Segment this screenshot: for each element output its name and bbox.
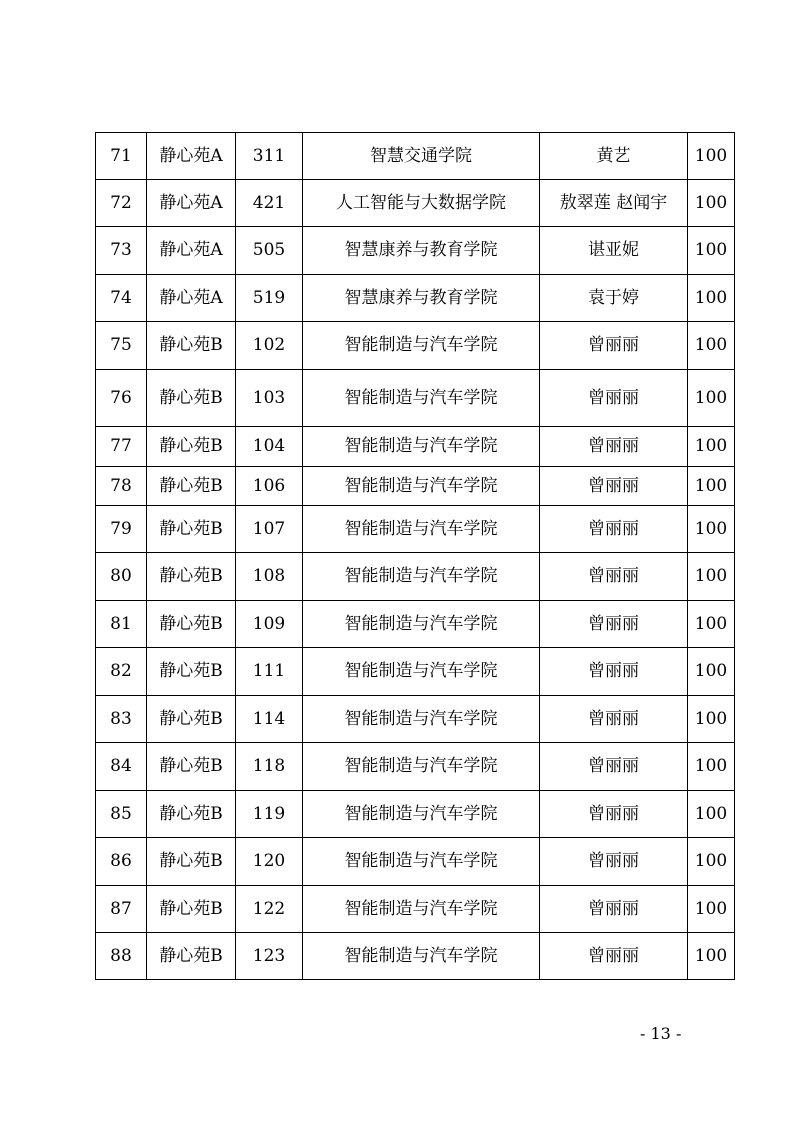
table-row xyxy=(96,227,735,275)
cell-building: 静心苑B xyxy=(147,791,236,838)
cell-person: 曾丽丽 xyxy=(540,838,688,886)
cell-number: 77 xyxy=(96,427,147,467)
cell-number: 73 xyxy=(96,227,147,275)
cell-score: 100 xyxy=(688,791,735,838)
cell-building: 静心苑B xyxy=(147,467,236,506)
cell-building: 静心苑B xyxy=(147,506,236,553)
dormitory-score-table xyxy=(95,132,735,980)
cell-college: 智能制造与汽车学院 xyxy=(303,601,540,648)
cell-person: 曾丽丽 xyxy=(540,743,688,791)
cell-room: 106 xyxy=(236,467,303,506)
cell-number: 84 xyxy=(96,743,147,791)
cell-number: 85 xyxy=(96,791,147,838)
cell-score: 100 xyxy=(688,370,735,427)
cell-room: 107 xyxy=(236,506,303,553)
cell-person: 曾丽丽 xyxy=(540,370,688,427)
cell-college: 智能制造与汽车学院 xyxy=(303,743,540,791)
page-number: - 13 - xyxy=(640,1024,682,1043)
cell-score: 100 xyxy=(688,467,735,506)
table-row xyxy=(96,180,735,227)
cell-college: 人工智能与大数据学院 xyxy=(303,180,540,227)
cell-room: 122 xyxy=(236,886,303,933)
cell-number: 86 xyxy=(96,838,147,886)
table-row xyxy=(96,696,735,743)
cell-number: 76 xyxy=(96,370,147,427)
table-row xyxy=(96,601,735,648)
cell-college: 智能制造与汽车学院 xyxy=(303,696,540,743)
cell-number: 71 xyxy=(96,133,147,180)
cell-building: 静心苑B xyxy=(147,696,236,743)
table-row xyxy=(96,427,735,467)
cell-building: 静心苑B xyxy=(147,838,236,886)
table-row xyxy=(96,886,735,933)
cell-person: 曾丽丽 xyxy=(540,933,688,980)
cell-room: 421 xyxy=(236,180,303,227)
cell-college: 智能制造与汽车学院 xyxy=(303,886,540,933)
cell-building: 静心苑A xyxy=(147,133,236,180)
cell-number: 81 xyxy=(96,601,147,648)
cell-score: 100 xyxy=(688,696,735,743)
cell-building: 静心苑B xyxy=(147,933,236,980)
cell-person: 曾丽丽 xyxy=(540,322,688,370)
cell-college: 智慧交通学院 xyxy=(303,133,540,180)
cell-number: 79 xyxy=(96,506,147,553)
cell-room: 118 xyxy=(236,743,303,791)
cell-room: 108 xyxy=(236,553,303,601)
cell-college: 智能制造与汽车学院 xyxy=(303,427,540,467)
cell-person: 黄艺 xyxy=(540,133,688,180)
cell-college: 智能制造与汽车学院 xyxy=(303,506,540,553)
cell-number: 74 xyxy=(96,275,147,322)
cell-room: 119 xyxy=(236,791,303,838)
cell-score: 100 xyxy=(688,275,735,322)
cell-building: 静心苑B xyxy=(147,553,236,601)
cell-person: 曾丽丽 xyxy=(540,886,688,933)
table-row xyxy=(96,370,735,427)
cell-score: 100 xyxy=(688,427,735,467)
cell-room: 120 xyxy=(236,838,303,886)
table-row xyxy=(96,933,735,980)
cell-college: 智能制造与汽车学院 xyxy=(303,553,540,601)
cell-number: 82 xyxy=(96,648,147,696)
table-row xyxy=(96,133,735,180)
table-row xyxy=(96,467,735,506)
cell-number: 72 xyxy=(96,180,147,227)
cell-score: 100 xyxy=(688,886,735,933)
cell-building: 静心苑A xyxy=(147,180,236,227)
cell-person: 曾丽丽 xyxy=(540,506,688,553)
cell-number: 88 xyxy=(96,933,147,980)
cell-person: 曾丽丽 xyxy=(540,553,688,601)
cell-person: 谌亚妮 xyxy=(540,227,688,275)
cell-score: 100 xyxy=(688,838,735,886)
cell-building: 静心苑A xyxy=(147,275,236,322)
cell-number: 75 xyxy=(96,322,147,370)
cell-person: 曾丽丽 xyxy=(540,696,688,743)
cell-college: 智能制造与汽车学院 xyxy=(303,648,540,696)
table-body xyxy=(96,133,735,980)
cell-person: 曾丽丽 xyxy=(540,791,688,838)
cell-room: 103 xyxy=(236,370,303,427)
cell-college: 智能制造与汽车学院 xyxy=(303,467,540,506)
cell-building: 静心苑B xyxy=(147,648,236,696)
table-row xyxy=(96,553,735,601)
cell-college: 智能制造与汽车学院 xyxy=(303,370,540,427)
cell-room: 519 xyxy=(236,275,303,322)
table-row xyxy=(96,275,735,322)
cell-score: 100 xyxy=(688,322,735,370)
cell-person: 敖翠莲 赵闻宇 xyxy=(540,180,688,227)
cell-room: 123 xyxy=(236,933,303,980)
cell-person: 曾丽丽 xyxy=(540,601,688,648)
table-row xyxy=(96,506,735,553)
cell-college: 智能制造与汽车学院 xyxy=(303,791,540,838)
cell-score: 100 xyxy=(688,933,735,980)
cell-person: 曾丽丽 xyxy=(540,648,688,696)
cell-number: 78 xyxy=(96,467,147,506)
cell-score: 100 xyxy=(688,743,735,791)
cell-building: 静心苑B xyxy=(147,743,236,791)
cell-building: 静心苑B xyxy=(147,886,236,933)
table-row xyxy=(96,322,735,370)
cell-number: 80 xyxy=(96,553,147,601)
cell-score: 100 xyxy=(688,227,735,275)
cell-score: 100 xyxy=(688,133,735,180)
cell-person: 曾丽丽 xyxy=(540,467,688,506)
cell-number: 83 xyxy=(96,696,147,743)
cell-person: 曾丽丽 xyxy=(540,427,688,467)
cell-building: 静心苑B xyxy=(147,370,236,427)
table-row xyxy=(96,743,735,791)
cell-room: 102 xyxy=(236,322,303,370)
cell-college: 智能制造与汽车学院 xyxy=(303,838,540,886)
table-row xyxy=(96,838,735,886)
cell-building: 静心苑B xyxy=(147,601,236,648)
cell-college: 智能制造与汽车学院 xyxy=(303,322,540,370)
cell-room: 111 xyxy=(236,648,303,696)
cell-room: 114 xyxy=(236,696,303,743)
cell-score: 100 xyxy=(688,601,735,648)
cell-score: 100 xyxy=(688,180,735,227)
cell-room: 104 xyxy=(236,427,303,467)
cell-room: 109 xyxy=(236,601,303,648)
cell-number: 87 xyxy=(96,886,147,933)
cell-building: 静心苑B xyxy=(147,322,236,370)
cell-building: 静心苑B xyxy=(147,427,236,467)
cell-score: 100 xyxy=(688,506,735,553)
cell-score: 100 xyxy=(688,553,735,601)
table-row xyxy=(96,791,735,838)
cell-college: 智慧康养与教育学院 xyxy=(303,275,540,322)
cell-person: 袁于婷 xyxy=(540,275,688,322)
table-row xyxy=(96,648,735,696)
cell-building: 静心苑A xyxy=(147,227,236,275)
cell-score: 100 xyxy=(688,648,735,696)
cell-room: 505 xyxy=(236,227,303,275)
cell-college: 智慧康养与教育学院 xyxy=(303,227,540,275)
cell-college: 智能制造与汽车学院 xyxy=(303,933,540,980)
cell-room: 311 xyxy=(236,133,303,180)
